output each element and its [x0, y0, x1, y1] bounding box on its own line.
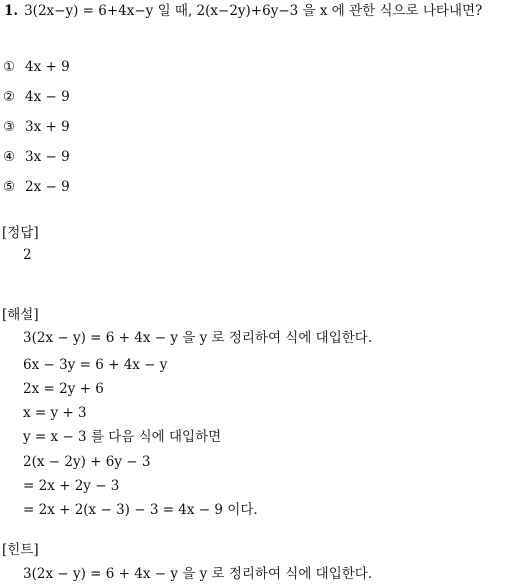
choice-text: 4x + 9	[25, 59, 70, 75]
choice-text: 3x − 9	[25, 149, 70, 165]
hint-text: 3(2x − y) = 6 + 4x − y 을 y 로 정리하여 식에 대입한다.	[23, 566, 373, 582]
choice-item[interactable]	[3, 148, 70, 166]
choice-number: ③	[3, 119, 16, 135]
choice-text: 3x + 9	[25, 119, 70, 135]
answer-label: [정답]	[2, 225, 39, 241]
choice-number: ⑤	[3, 179, 16, 195]
question-text: 3(2x−y) = 6+4x−y 일 때, 2(x−2y)+6y−3 을 x 에 관한 식으로 나타내면?	[24, 3, 483, 19]
choice-number: ②	[3, 89, 16, 105]
choice-item[interactable]	[3, 178, 70, 196]
explanation-label: [해설]	[2, 307, 39, 323]
explanation-line: = 2x + 2y − 3	[23, 478, 120, 494]
explanation-line: 6x − 3y = 6 + 4x − y	[23, 357, 168, 373]
hint-label: [힌트]	[2, 542, 39, 558]
choice-text: 4x − 9	[25, 89, 70, 105]
explanation-line: = 2x + 2(x − 3) − 3 = 4x − 9 이다.	[23, 502, 258, 518]
question-number: 1.	[4, 3, 19, 19]
choice-item[interactable]	[3, 118, 70, 136]
explanation-line: 2(x − 2y) + 6y − 3	[23, 454, 151, 470]
choice-number: ①	[3, 59, 16, 75]
choice-item[interactable]	[3, 58, 70, 76]
answer-value: 2	[23, 247, 32, 263]
explanation-line: 2x = 2y + 6	[23, 381, 104, 397]
explanation-line: x = y + 3	[23, 405, 87, 421]
choice-item[interactable]	[3, 88, 70, 106]
explanation-line: y = x − 3 를 다음 식에 대입하면	[23, 429, 222, 445]
explanation-line: 3(2x − y) = 6 + 4x − y 을 y 로 정리하여 식에 대입한다.	[23, 330, 373, 346]
choice-number: ④	[3, 149, 16, 165]
question-line	[4, 2, 482, 20]
choice-text: 2x − 9	[25, 179, 70, 195]
